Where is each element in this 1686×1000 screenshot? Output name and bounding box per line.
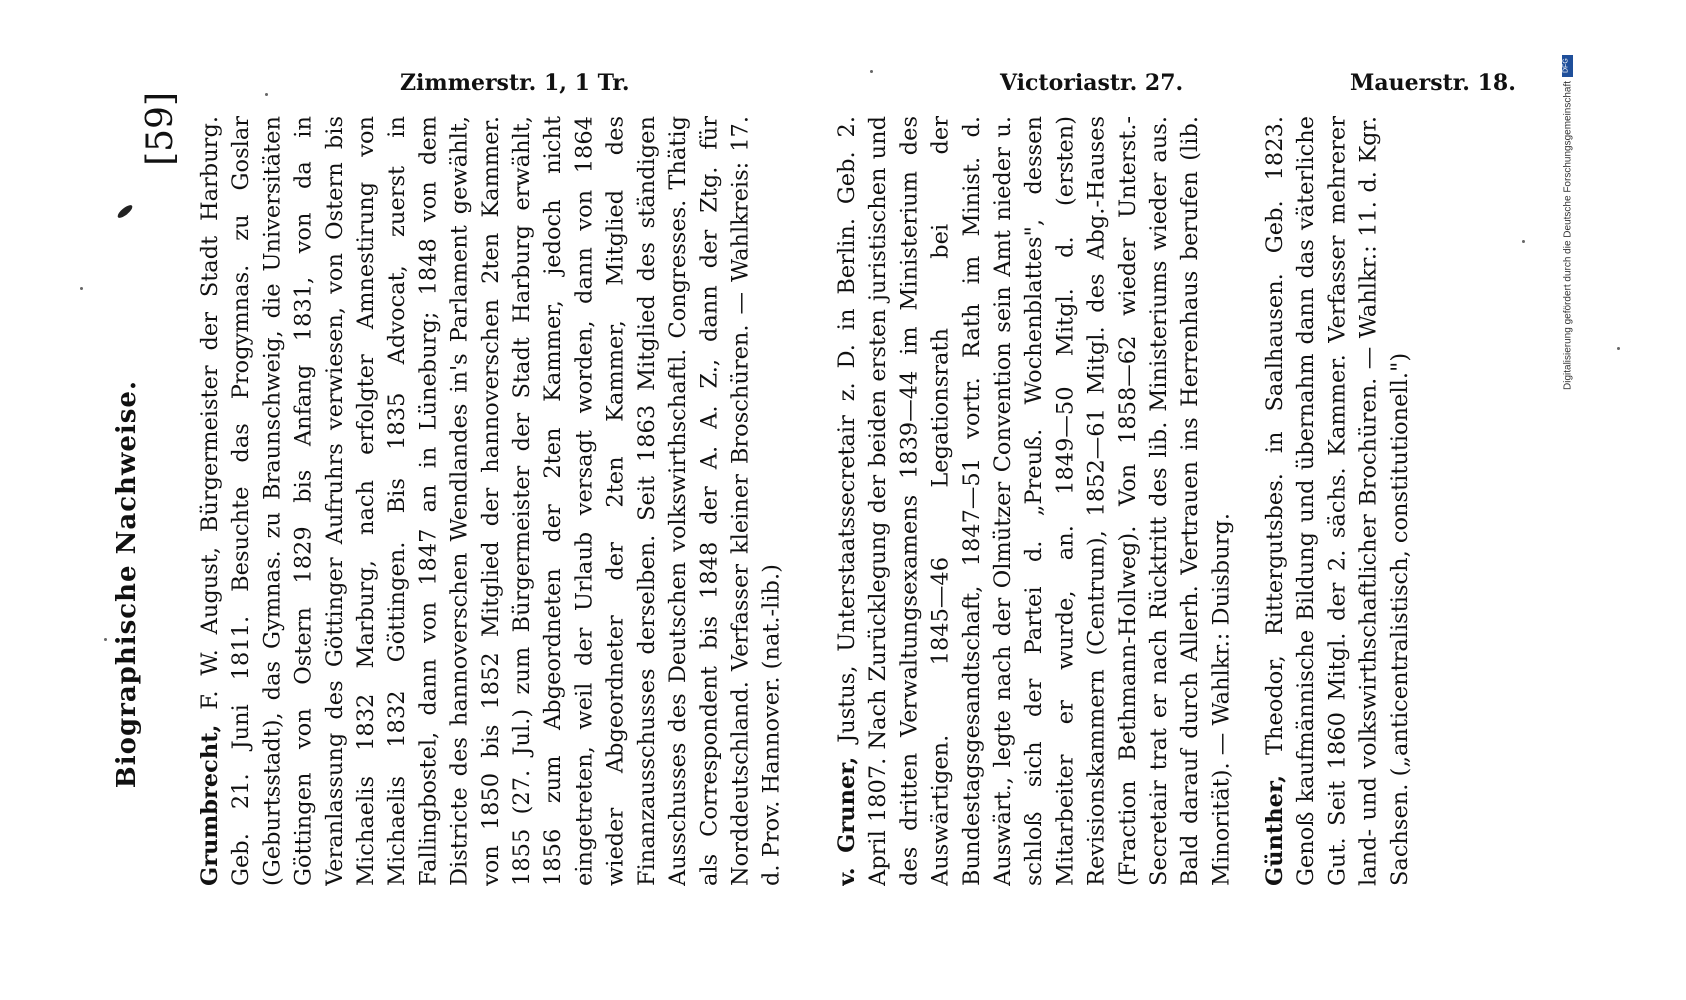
entry-text: Justus, Unterstaatssecretair z. D. in Berlin. Geb. 2. April 1807. Nach Zurücklegung der beiden ersten juristischen und des dritten Verwaltungsexamens 1839—44 im Ministerium des Auswärtigen. 1845—46 Legationsrath bei der Bundestagsgesandtschaft, 1847—51 vortr. Rath im Minist. d. Auswärt., legte nach der Olmützer Convention sein Amt nieder u. schloß sich der Partei d. „Preuß. Wochenblattes", dessen Mitarbeiter er wurde, an. 1849—50 Mitgl. d. (ersten) Revisionskammern (Centrum), 1852—61 Mitgl. des Abg.-Hauses (Fraction Bethmann-Hollweg). Von 1858—62 wieder Unterst.-Secretair trat er nach Rücktritt des lib. Ministeriums wieder aus. Bald darauf durch Allerh. Vertrauen ins Herrenhaus berufen (lib. Minorität). — Wahlkr.: Duisburg. [834,116,1235,886]
entry-name: Günther, [1262,774,1288,886]
scan-speck [265,93,268,96]
dfg-logo: DFG [1563,55,1574,77]
entry-name: Grumbrecht, [197,724,223,886]
entry-grumbrecht [195,116,787,886]
entry-text: Theodor, Rittergutsbes. in Saalhausen. Geb. 1823. Genoß kaufmännische Bildung und übernahm dann das väterliche Gut. Seit 1860 Mitgl. der 2. sächs. Kammer. Verfasser mehrerer land- und volkswirthschaftlicher Brochüren. — Wahlkr.: 11. d. Kgr. Sachsen. („anticentralistisch, constitutionell.") [1262,116,1413,886]
entry-guenther [1260,116,1435,886]
scan-speck [1617,347,1620,350]
ink-blot [116,203,135,219]
scan-speck [80,287,83,290]
entry-text: F. W. August, Bürgermeister der Stadt Harburg. Geb. 21. Juni 1811. Besuchte das Progymnas. zu Goslar (Geburtsstadt), das Gymnas. zu Braunschweig, die Universitäten Göttingen von Ostern 1829 bis Anfang 1831, von da in Veranlassung des Göttinger Aufruhrs verwiesen, von Ostern bis Michaelis 1832 Marburg, nach erfolgter Amnestirung von Michaelis 1832 Göttingen. Bis 1835 Advocat, zuerst in Fallingbostel, dann von 1847 an in Lüneburg; 1848 von dem Districte des hannoverschen Wendlandes in's Parlament gewählt, von 1850 bis 1852 Mitglied der hannoverschen 2ten Kammer. 1855 (27. Jul.) zum Bürgermeister der Stadt Harburg erwählt, 1856 zum Abgeordneten der 2ten Kammer, jedoch nicht eingetreten, weil der Urlaub versagt worden, dann von 1864 wieder Abgeordneter der 2ten Kammer, Mitglied des Finanzausschusses derselben. Seit 1863 Mitglied des ständigen Ausschusses des Deutschen volkswirthschaftl. Congresses. Thätig als Correspondent bis 1848 der A. A. Z., dann der Ztg. für Norddeutschland. Verfasser kleiner Broschüren. — Wahlkreis: 17. d. Prov. Hannover. (nat.-lib.) [197,116,785,886]
address-grumbrecht: Zimmerstr. 1, 1 Tr. [400,70,630,96]
page-heading: Biographische Nachweise. [112,380,142,789]
scan-speck [870,70,873,73]
page-number: [59] [140,92,181,166]
address-gruner: Victoriastr. 27. [1000,70,1184,96]
digitization-credit [1556,18,1580,390]
address-guenther: Mauerstr. 18. [1350,70,1516,96]
scan-speck [104,638,107,641]
entry-gruner [832,116,1252,886]
scan-speck [1522,240,1525,243]
entry-name: v. Gruner, [834,756,860,886]
credit-text: Digitalisierung gefördert durch die Deutsche Forschungsgemeinschaft [1562,80,1574,390]
